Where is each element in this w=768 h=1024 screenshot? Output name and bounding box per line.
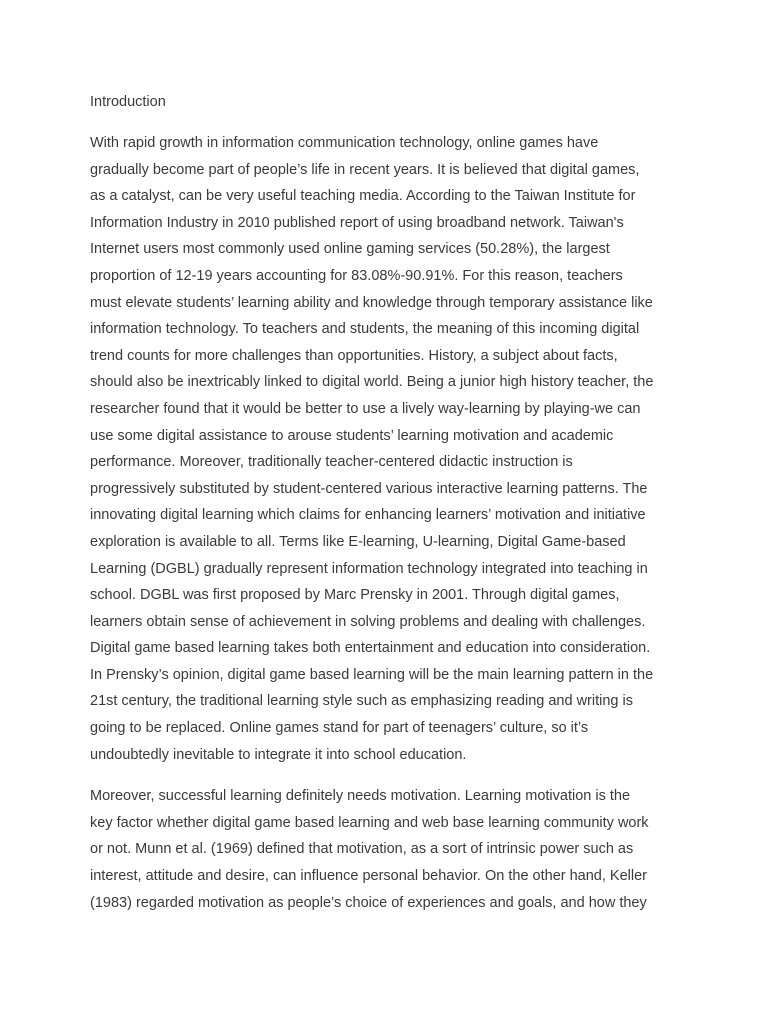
text-line: undoubtedly inevitable to integrate it into school education. — [90, 746, 467, 763]
paragraph — [90, 130, 685, 768]
text-line: 21st century, the traditional learning style such as emphasizing reading and writing is — [90, 693, 633, 710]
text-line: (1983) regarded motivation as people’s choice of experiences and goals, and how they — [90, 894, 647, 911]
text-line: use some digital assistance to arouse students’ learning motivation and academic — [90, 427, 614, 444]
text-line: Information Industry in 2010 published report of using broadband network. Taiwan's — [90, 214, 624, 231]
text-line: proportion of 12-19 years accounting for 83.08%-90.91%. For this reason, teachers — [90, 267, 623, 284]
section-heading: Introduction — [90, 94, 166, 110]
text-line: With rapid growth in information communication technology, online games have — [90, 135, 599, 151]
text-line: learners obtain sense of achievement in solving problems and dealing with challenges. — [90, 613, 646, 630]
text-line: key factor whether digital game based learning and web base learning community work — [90, 814, 649, 831]
text-line: researcher found that it would be better to use a lively way-learning by playing-we can — [90, 400, 641, 417]
text-line: performance. Moreover, traditionally teacher-centered didactic instruction is — [90, 454, 573, 471]
text-line: In Prensky’s opinion, digital game based learning will be the main learning pattern in the — [90, 666, 654, 683]
text-line: as a catalyst, can be very useful teaching media. According to the Taiwan Institute for — [90, 188, 636, 205]
document-body — [90, 130, 685, 916]
text-line: Moreover, successful learning definitely needs motivation. Learning motivation is the — [90, 788, 631, 805]
text-line: should also be inextricably linked to digital world. Being a junior high history teacher, the — [90, 374, 654, 391]
text-line: progressively substituted by student-centered various interactive learning patterns. The — [90, 480, 648, 497]
text-line: or not. Munn et al. (1969) defined that motivation, as a sort of intrinsic power such as — [90, 841, 634, 858]
paragraph — [90, 783, 685, 916]
text-line: exploration is available to all. Terms like E-learning, U-learning, Digital Game-based — [90, 533, 626, 550]
text-line: Learning (DGBL) gradually represent information technology integrated into teaching in — [90, 560, 648, 577]
text-line: must elevate students’ learning ability and knowledge through temporary assistance like — [90, 294, 653, 311]
text-line: gradually become part of people’s life in recent years. It is believed that digital games, — [90, 161, 640, 178]
text-line: going to be replaced. Online games stand for part of teenagers’ culture, so it’s — [90, 720, 589, 737]
text-line: school. DGBL was first proposed by Marc Prensky in 2001. Through digital games, — [90, 587, 620, 604]
document-page — [90, 90, 685, 931]
text-line: innovating digital learning which claims for enhancing learners’ motivation and initiative — [90, 507, 646, 524]
text-line: trend counts for more challenges than opportunities. History, a subject about facts, — [90, 347, 618, 364]
text-line: interest, attitude and desire, can influence personal behavior. On the other hand, Keller — [90, 868, 647, 885]
text-line: Digital game based learning takes both entertainment and education into consideration. — [90, 640, 651, 657]
text-line: Internet users most commonly used online gaming services (50.28%), the largest — [90, 241, 610, 258]
text-line: information technology. To teachers and students, the meaning of this incoming digital — [90, 321, 640, 338]
